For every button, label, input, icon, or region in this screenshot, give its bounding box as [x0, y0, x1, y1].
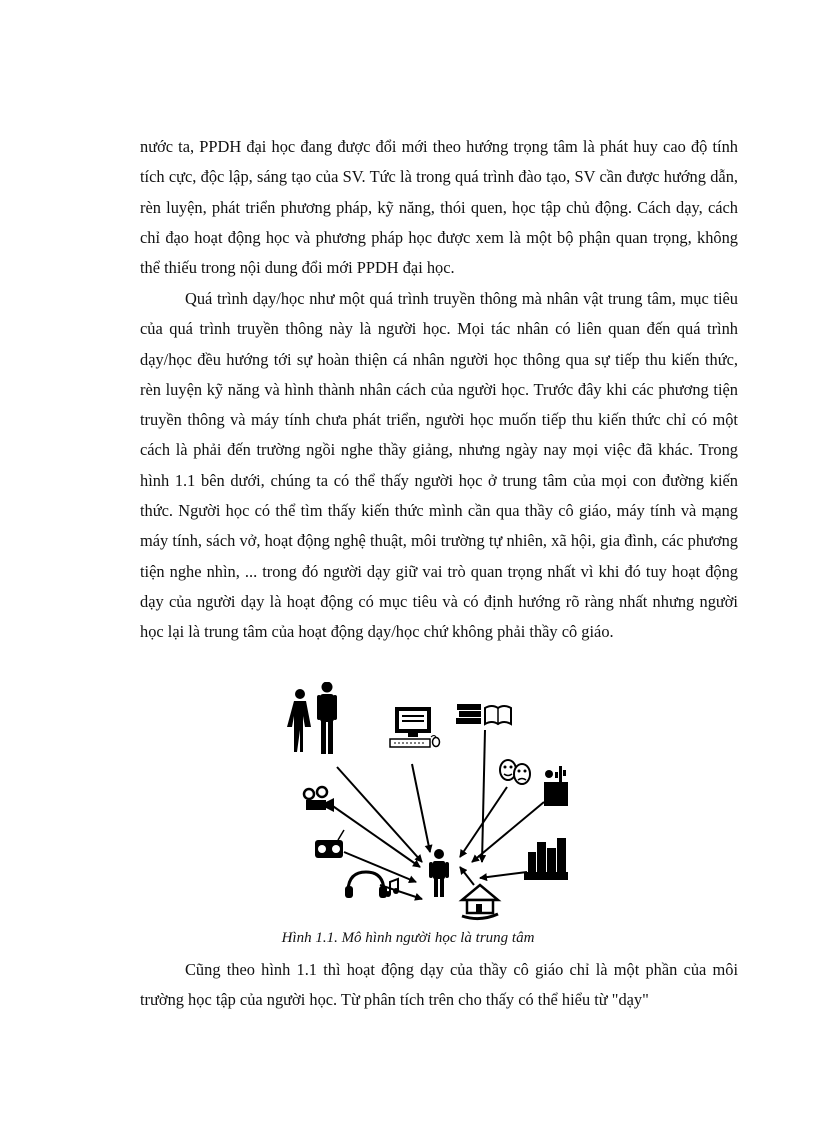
- headphones-icon: [345, 872, 399, 898]
- arrow-home: [460, 867, 474, 885]
- paragraph-2-text: Quá trình dạy/học như một quá trình truyền thông mà nhân vật trung tâm, mục tiêu của quá trình truyền thông này là người học. Mọi tác nhân có liên quan đến quá trình dạy/học đều hướng tới sự hoàn thiện cá nhân người học thông qua sự tiếp thu kiến thức, rèn luyện kỹ năng và hình thành nhân cách của người học. Trước đây khi các phương tiện truyền thông và máy tính chưa phát triển, người học muốn tiếp thu kiến thức chỉ có một cách là phải đến trường ngồi nghe thầy giảng, nhưng ngày nay mọi việc đã khác. Trong hình 1.1 bên dưới, chúng ta có thể thấy người học ở trung tâm của mọi con đường kiến thức. Người học có thể tìm thấy kiến thức mình cần qua thầy cô giáo, máy tính và mạng máy tính, sách vở, hoạt động nghệ thuật, môi trường tự nhiên, xã hội, gia đình, các phương tiện nghe nhìn, ... trong đó người dạy giữ vai trò quan trọng nhất vì khi đó tuy hoạt động dạy của người dạy là hoạt động có mục tiêu và có định hướng rõ ràng nhất nhưng người học lại là trung tâm của hoạt động dạy/học chứ không phải thầy cô giáo.: [140, 289, 738, 642]
- paragraph-2: [140, 284, 738, 648]
- nature-icon: [544, 766, 568, 806]
- computer-icon: [390, 707, 440, 747]
- figure-learner-centered-model: [282, 682, 568, 922]
- figure-diagram: [282, 682, 568, 922]
- arrow-city: [480, 872, 527, 878]
- paragraph-3: [140, 955, 738, 1016]
- books-icon: [456, 704, 511, 724]
- city-icon: [524, 838, 568, 880]
- paragraph-1-text: nước ta, PPDH đại học đang được đổi mới theo hướng trọng tâm là phát huy cao độ tính tích cực, độc lập, sáng tạo của SV. Tức là trong quá trình đào tạo, SV cần được hướng dẫn, rèn luyện, phát triển phương pháp, kỹ năng, thói quen, học tập chủ động. Cách dạy, cách chỉ đạo hoạt động học và phương pháp học được xem là một bộ phận quan trọng, không thể thiếu trong nội dung đổi mới PPDH đại học.: [140, 137, 738, 278]
- paragraph-3-text: Cũng theo hình 1.1 thì hoạt động dạy của thầy cô giáo chỉ là một phần của môi trường học tập của người học. Từ phân tích trên cho thấy có thể hiểu từ "dạy": [140, 960, 738, 1010]
- radio-icon: [315, 830, 344, 858]
- arrow-books: [482, 730, 485, 862]
- figure-caption: Hình 1.1. Mô hình người học là trung tâm: [281, 930, 535, 946]
- projector-icon: [304, 787, 334, 812]
- paragraph-1: [140, 132, 738, 283]
- arrow-computer: [412, 764, 430, 852]
- theater-masks-icon: [500, 760, 530, 784]
- learner-icon: [429, 849, 449, 897]
- arrow-teachers: [337, 767, 422, 862]
- teachers-icon: [287, 682, 337, 754]
- home-icon: [462, 885, 498, 919]
